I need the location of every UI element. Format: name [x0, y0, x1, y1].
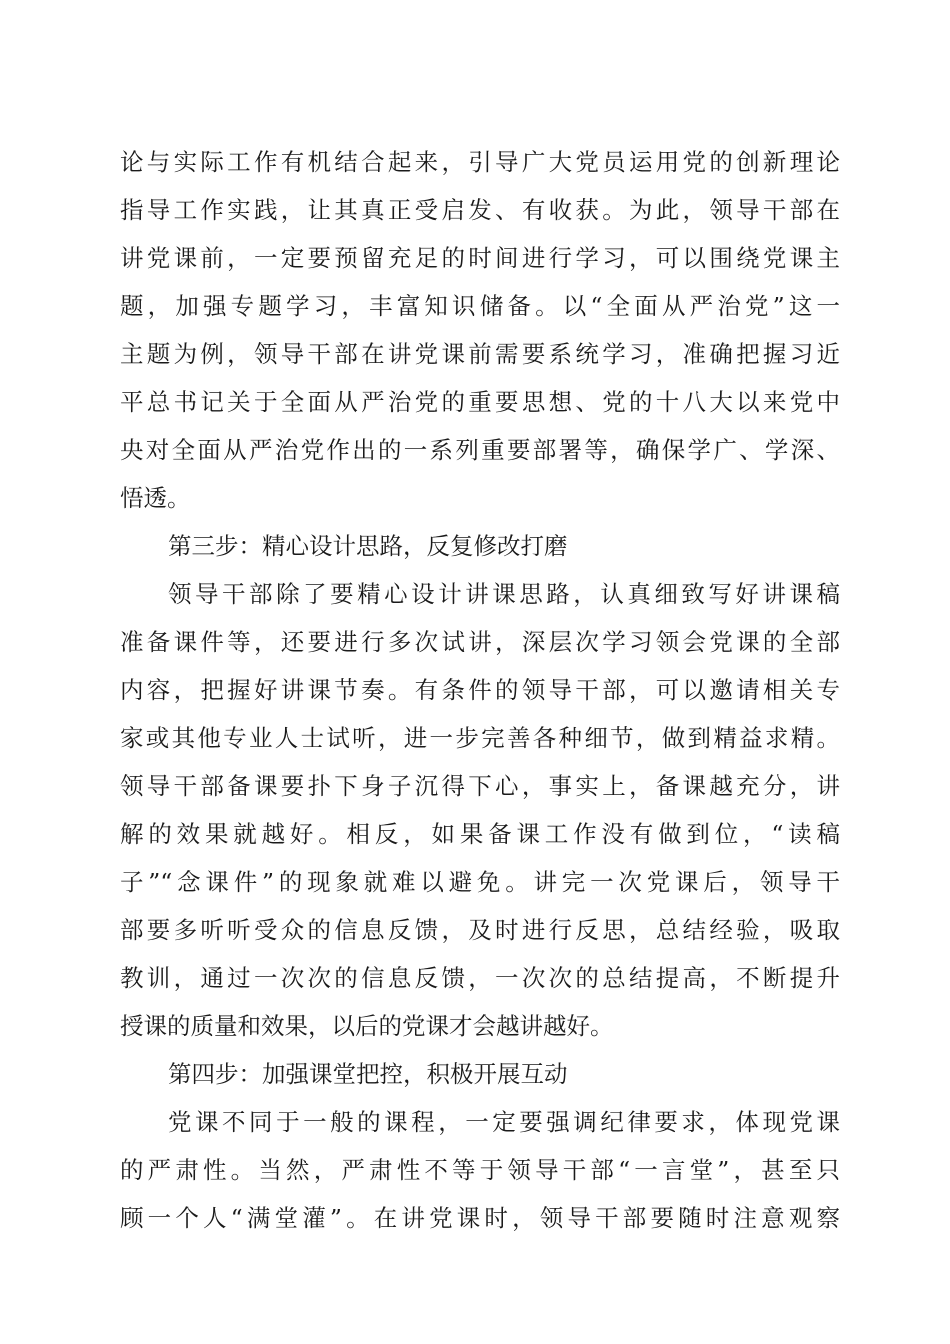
body-text-line: 领导干部备课要扑下身子沉得下心，事实上，备课越充分，讲 — [120, 772, 840, 800]
section-heading-step-three: 第三步：精心设计思路，反复修改打磨 — [168, 532, 568, 560]
body-text-line: 家或其他专业人士试听，进一步完善各种细节，做到精益求精。 — [120, 724, 840, 752]
body-text-line: 讲党课前，一定要预留充足的时间进行学习，可以围绕党课主 — [120, 244, 840, 272]
body-text-line: 准备课件等，还要进行多次试讲，深层次学习领会党课的全部 — [120, 628, 840, 656]
section-heading-step-four: 第四步：加强课堂把控，积极开展互动 — [168, 1060, 568, 1088]
body-text-line: 部要多听听受众的信息反馈，及时进行反思，总结经验，吸取 — [120, 916, 840, 944]
body-text-line: 平总书记关于全面从严治党的重要思想、党的十八大以来党中 — [120, 388, 840, 416]
body-text-line: 的严肃性。当然，严肃性不等于领导干部“一言堂”，甚至只 — [120, 1156, 840, 1184]
body-text-line: 内容，把握好讲课节奏。有条件的领导干部，可以邀请相关专 — [120, 676, 840, 704]
body-text-line: 主题为例，领导干部在讲党课前需要系统学习，准确把握习近 — [120, 340, 840, 368]
body-text-line: 授课的质量和效果，以后的党课才会越讲越好。 — [120, 1012, 614, 1040]
body-text-line: 央对全面从严治党作出的一系列重要部署等，确保学广、学深、 — [120, 436, 840, 464]
body-text-line: 顾一个人“满堂灌”。在讲党课时，领导干部要随时注意观察 — [120, 1204, 840, 1232]
body-text-line: 题，加强专题学习，丰富知识储备。以“全面从严治党”这一 — [120, 292, 840, 320]
body-text-line: 解的效果就越好。相反，如果备课工作没有做到位，“读稿 — [120, 820, 840, 848]
body-text-line: 子”“念课件”的现象就难以避免。讲完一次党课后，领导干 — [120, 868, 840, 896]
body-text-line: 党课不同于一般的课程，一定要强调纪律要求，体现党课 — [168, 1108, 840, 1136]
body-text-line: 悟透。 — [120, 484, 191, 512]
body-text-line: 领导干部除了要精心设计讲课思路，认真细致写好讲课稿 — [168, 580, 840, 608]
body-text-line: 论与实际工作有机结合起来，引导广大党员运用党的创新理论 — [120, 148, 840, 176]
body-text-line: 指导工作实践，让其真正受启发、有收获。为此，领导干部在 — [120, 196, 840, 224]
body-text-line: 教训，通过一次次的信息反馈，一次次的总结提高，不断提升 — [120, 964, 840, 992]
